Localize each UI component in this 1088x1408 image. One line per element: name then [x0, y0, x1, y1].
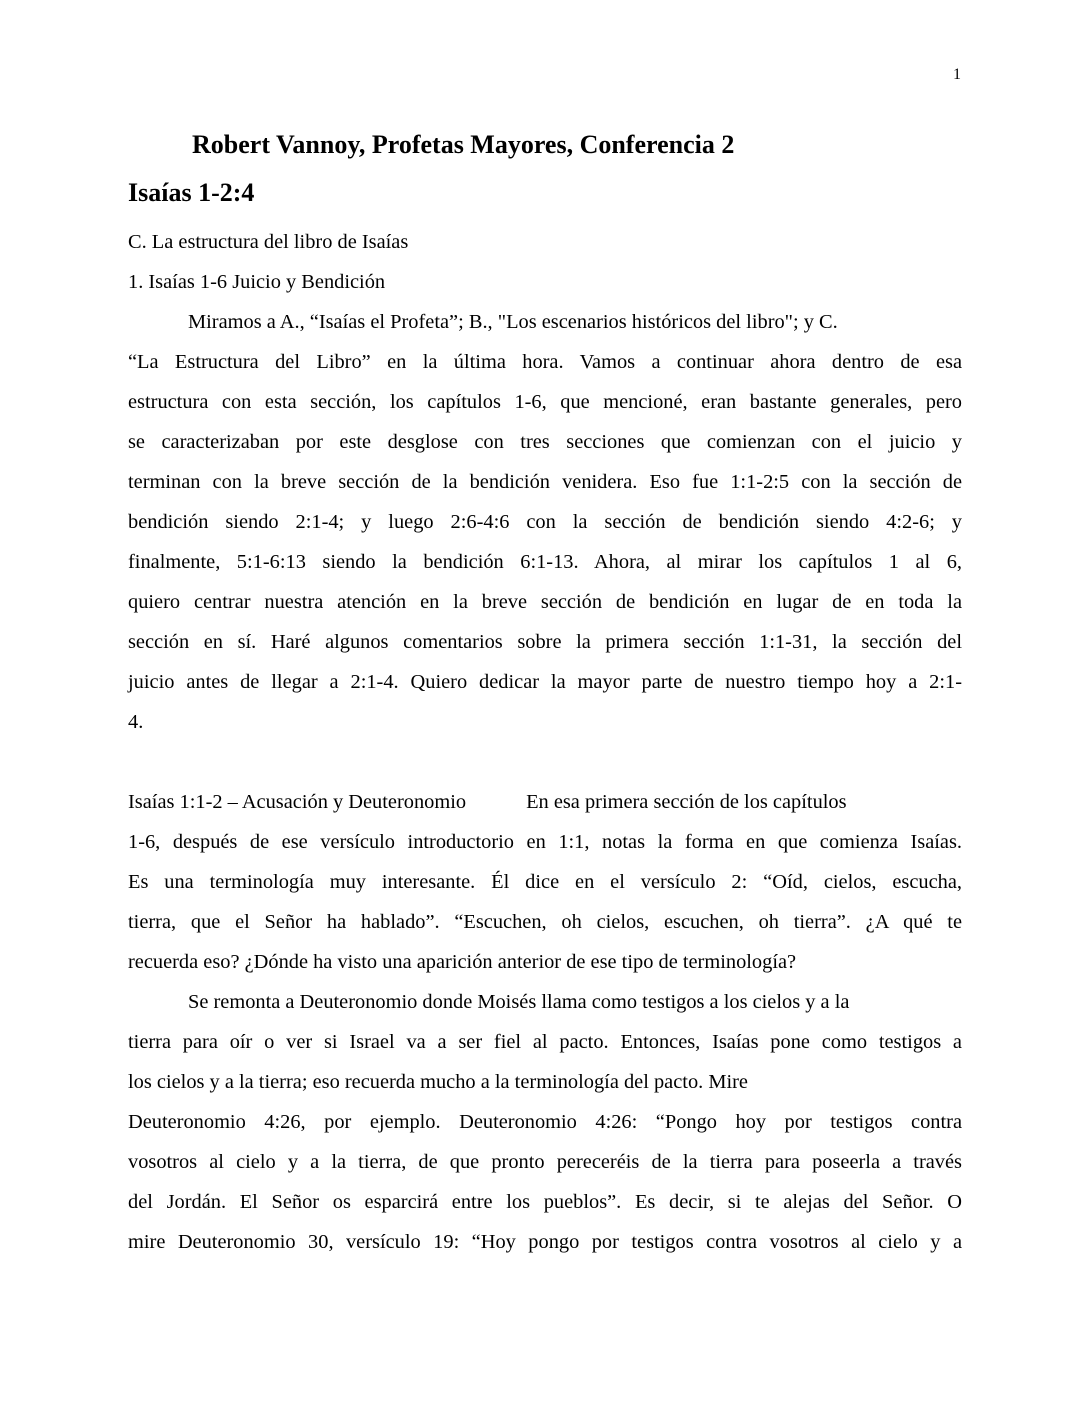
text-line: mire Deuteronomio 30, versículo 19: “Hoy pongo por testigos contra vosotros al cielo y a [128, 1231, 962, 1253]
text-line: tierra para oír o ver si Israel va a ser fiel al pacto. Entonces, Isaías pone como testigos a [128, 1031, 962, 1053]
text-line: Deuteronomio 4:26, por ejemplo. Deuteronomio 4:26: “Pongo hoy por testigos contra [128, 1111, 962, 1133]
text-line: En esa primera sección de los capítulos [526, 791, 847, 813]
text-line: Se remonta a Deuteronomio donde Moisés llama como testigos a los cielos y a la [188, 991, 850, 1013]
text-line: bendición siendo 2:1-4; y luego 2:6-4:6 con la sección de bendición siendo 4:2-6; y [128, 511, 962, 533]
text-line: juicio antes de llegar a 2:1-4. Quiero dedicar la mayor parte de nuestro tiempo hoy a 2:1- [128, 671, 962, 693]
text-line: los cielos y a la tierra; eso recuerda mucho a la terminología del pacto. Mire [128, 1071, 748, 1093]
text-line: Es una terminología muy interesante. Él dice en el versículo 2: “Oíd, cielos, escucha, [128, 871, 962, 893]
heading-line [128, 782, 962, 822]
text-line: terminan con la breve sección de la bendición venidera. Eso fue 1:1-2:5 con la sección de [128, 471, 962, 493]
document-body [128, 222, 962, 1262]
page-number: 1 [953, 66, 961, 83]
text-line: vosotros al cielo y a la tierra, de que pronto pereceréis de la tierra para poseerla a través [128, 1151, 962, 1173]
text-line: sección en sí. Haré algunos comentarios sobre la primera sección 1:1-31, la sección del [128, 631, 962, 653]
text-line: del Jordán. El Señor os esparcirá entre los pueblos”. Es decir, si te alejas del Señor. O [128, 1191, 962, 1213]
paragraph-2 [128, 782, 962, 982]
text-line: recuerda eso? ¿Dónde ha visto una aparición anterior de ese tipo de terminología? [128, 951, 797, 973]
blank-line [128, 742, 962, 782]
text-line: se caracterizaban por este desglose con tres secciones que comienzan con el juicio y [128, 431, 962, 453]
section-heading: C. La estructura del libro de Isaías [128, 231, 409, 253]
paragraph-1 [128, 302, 962, 742]
document-title: Robert Vannoy, Profetas Mayores, Conferencia 2 [192, 130, 735, 159]
text-line: quiero centrar nuestra atención en la breve sección de bendición en lugar de en toda la [128, 591, 962, 613]
text-line: Miramos a A., “Isaías el Profeta”; B., "Los escenarios históricos del libro"; y C. [188, 311, 838, 333]
text-line: estructura con esta sección, los capítulos 1-6, que mencioné, eran bastante generales, pero [128, 391, 962, 413]
paragraph-3 [128, 982, 962, 1262]
text-line: 1-6, después de ese versículo introductorio en 1:1, notas la forma en que comienza Isaías. [128, 831, 962, 853]
subsection-heading: 1. Isaías 1-6 Juicio y Bendición [128, 271, 386, 293]
text-line: tierra, que el Señor ha hablado”. “Escuchen, oh cielos, escuchen, oh tierra”. ¿A qué te [128, 911, 962, 933]
text-line: finalmente, 5:1-6:13 siendo la bendición 6:1-13. Ahora, al mirar los capítulos 1 al 6, [128, 551, 962, 573]
document-subtitle: Isaías 1-2:4 [128, 178, 255, 207]
inline-heading: Isaías 1:1-2 – Acusación y Deuteronomio [128, 791, 467, 813]
text-line: 4. [128, 711, 144, 733]
text-line: “La Estructura del Libro” en la última hora. Vamos a continuar ahora dentro de esa [128, 351, 962, 373]
